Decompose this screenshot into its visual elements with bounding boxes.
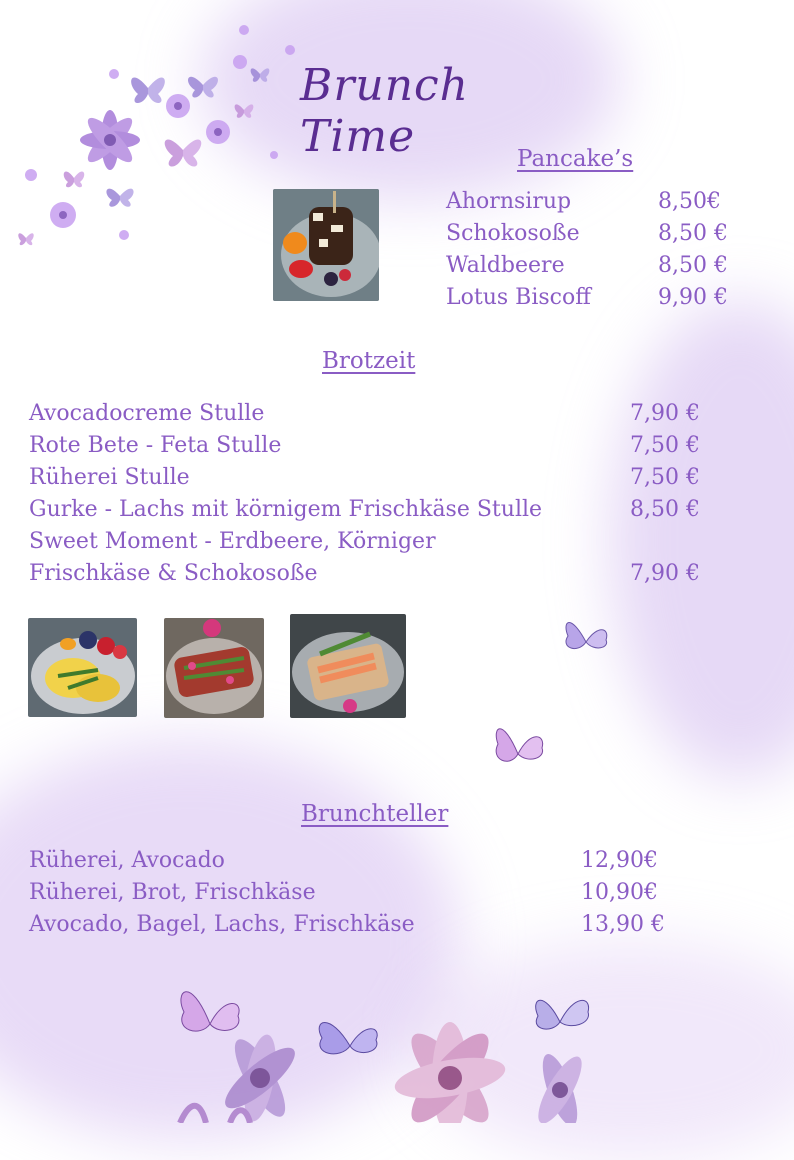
menu-item-name: Rote Bete - Feta Stulle: [29, 433, 282, 458]
pancake-photo: [273, 189, 379, 301]
menu-item-price: 12,90€: [581, 848, 658, 873]
menu-item-name: Waldbeere: [446, 253, 565, 278]
menu-item-price: 8,50 €: [658, 221, 728, 246]
menu-item-price: 7,50 €: [630, 433, 700, 458]
menu-item-name: Avocado, Bagel, Lachs, Frischkäse: [29, 912, 415, 937]
flower-butterfly-border: [160, 960, 794, 1123]
menu-item-name: Rüherei, Brot, Frischkäse: [29, 880, 316, 905]
section-title-brunchteller: Brunchteller: [301, 801, 449, 827]
menu-item-price: 7,50 €: [630, 465, 700, 490]
butterfly-icon: [488, 710, 552, 774]
butterfly-icon: [560, 608, 612, 658]
menu-item-name: Ahornsirup: [446, 189, 572, 214]
menu-item-name: Rüherei Stulle: [29, 465, 190, 490]
menu-item-price: 7,90 €: [630, 561, 700, 586]
salmon-stulle-photo: [290, 614, 406, 718]
menu-item-name: Sweet Moment - Erdbeere, Körniger: [29, 529, 436, 554]
menu-title: Brunch Time: [300, 60, 470, 162]
butterfly-flower-cluster: [8, 10, 298, 250]
menu-item-name: Gurke - Lachs mit körnigem Frischkäse Stulle: [29, 497, 543, 522]
section-title-pancakes: Pancake’s: [517, 146, 634, 172]
menu-item-price: 8,50€: [658, 189, 721, 214]
menu-item-price: 9,90 €: [658, 285, 728, 310]
menu-item-name: Schokosoße: [446, 221, 580, 246]
menu-item-price: 10,90€: [581, 880, 658, 905]
section-title-brotzeit: Brotzeit: [322, 348, 416, 374]
menu-item-name: Avocadocreme Stulle: [29, 401, 265, 426]
watercolor-wash: [610, 300, 794, 780]
beetroot-stulle-photo: [164, 618, 264, 718]
menu-item-price: 13,90 €: [581, 912, 665, 937]
menu-item-name: Frischkäse & Schokosoße: [29, 561, 318, 586]
menu-item-price: 8,50 €: [658, 253, 728, 278]
menu-item-price: 8,50 €: [630, 497, 700, 522]
menu-item-name: Lotus Biscoff: [446, 285, 591, 310]
menu-item-name: Rüherei, Avocado: [29, 848, 225, 873]
scrambled-egg-photo: [28, 618, 137, 717]
menu-item-price: 7,90 €: [630, 401, 700, 426]
watercolor-wash: [420, 940, 794, 1160]
